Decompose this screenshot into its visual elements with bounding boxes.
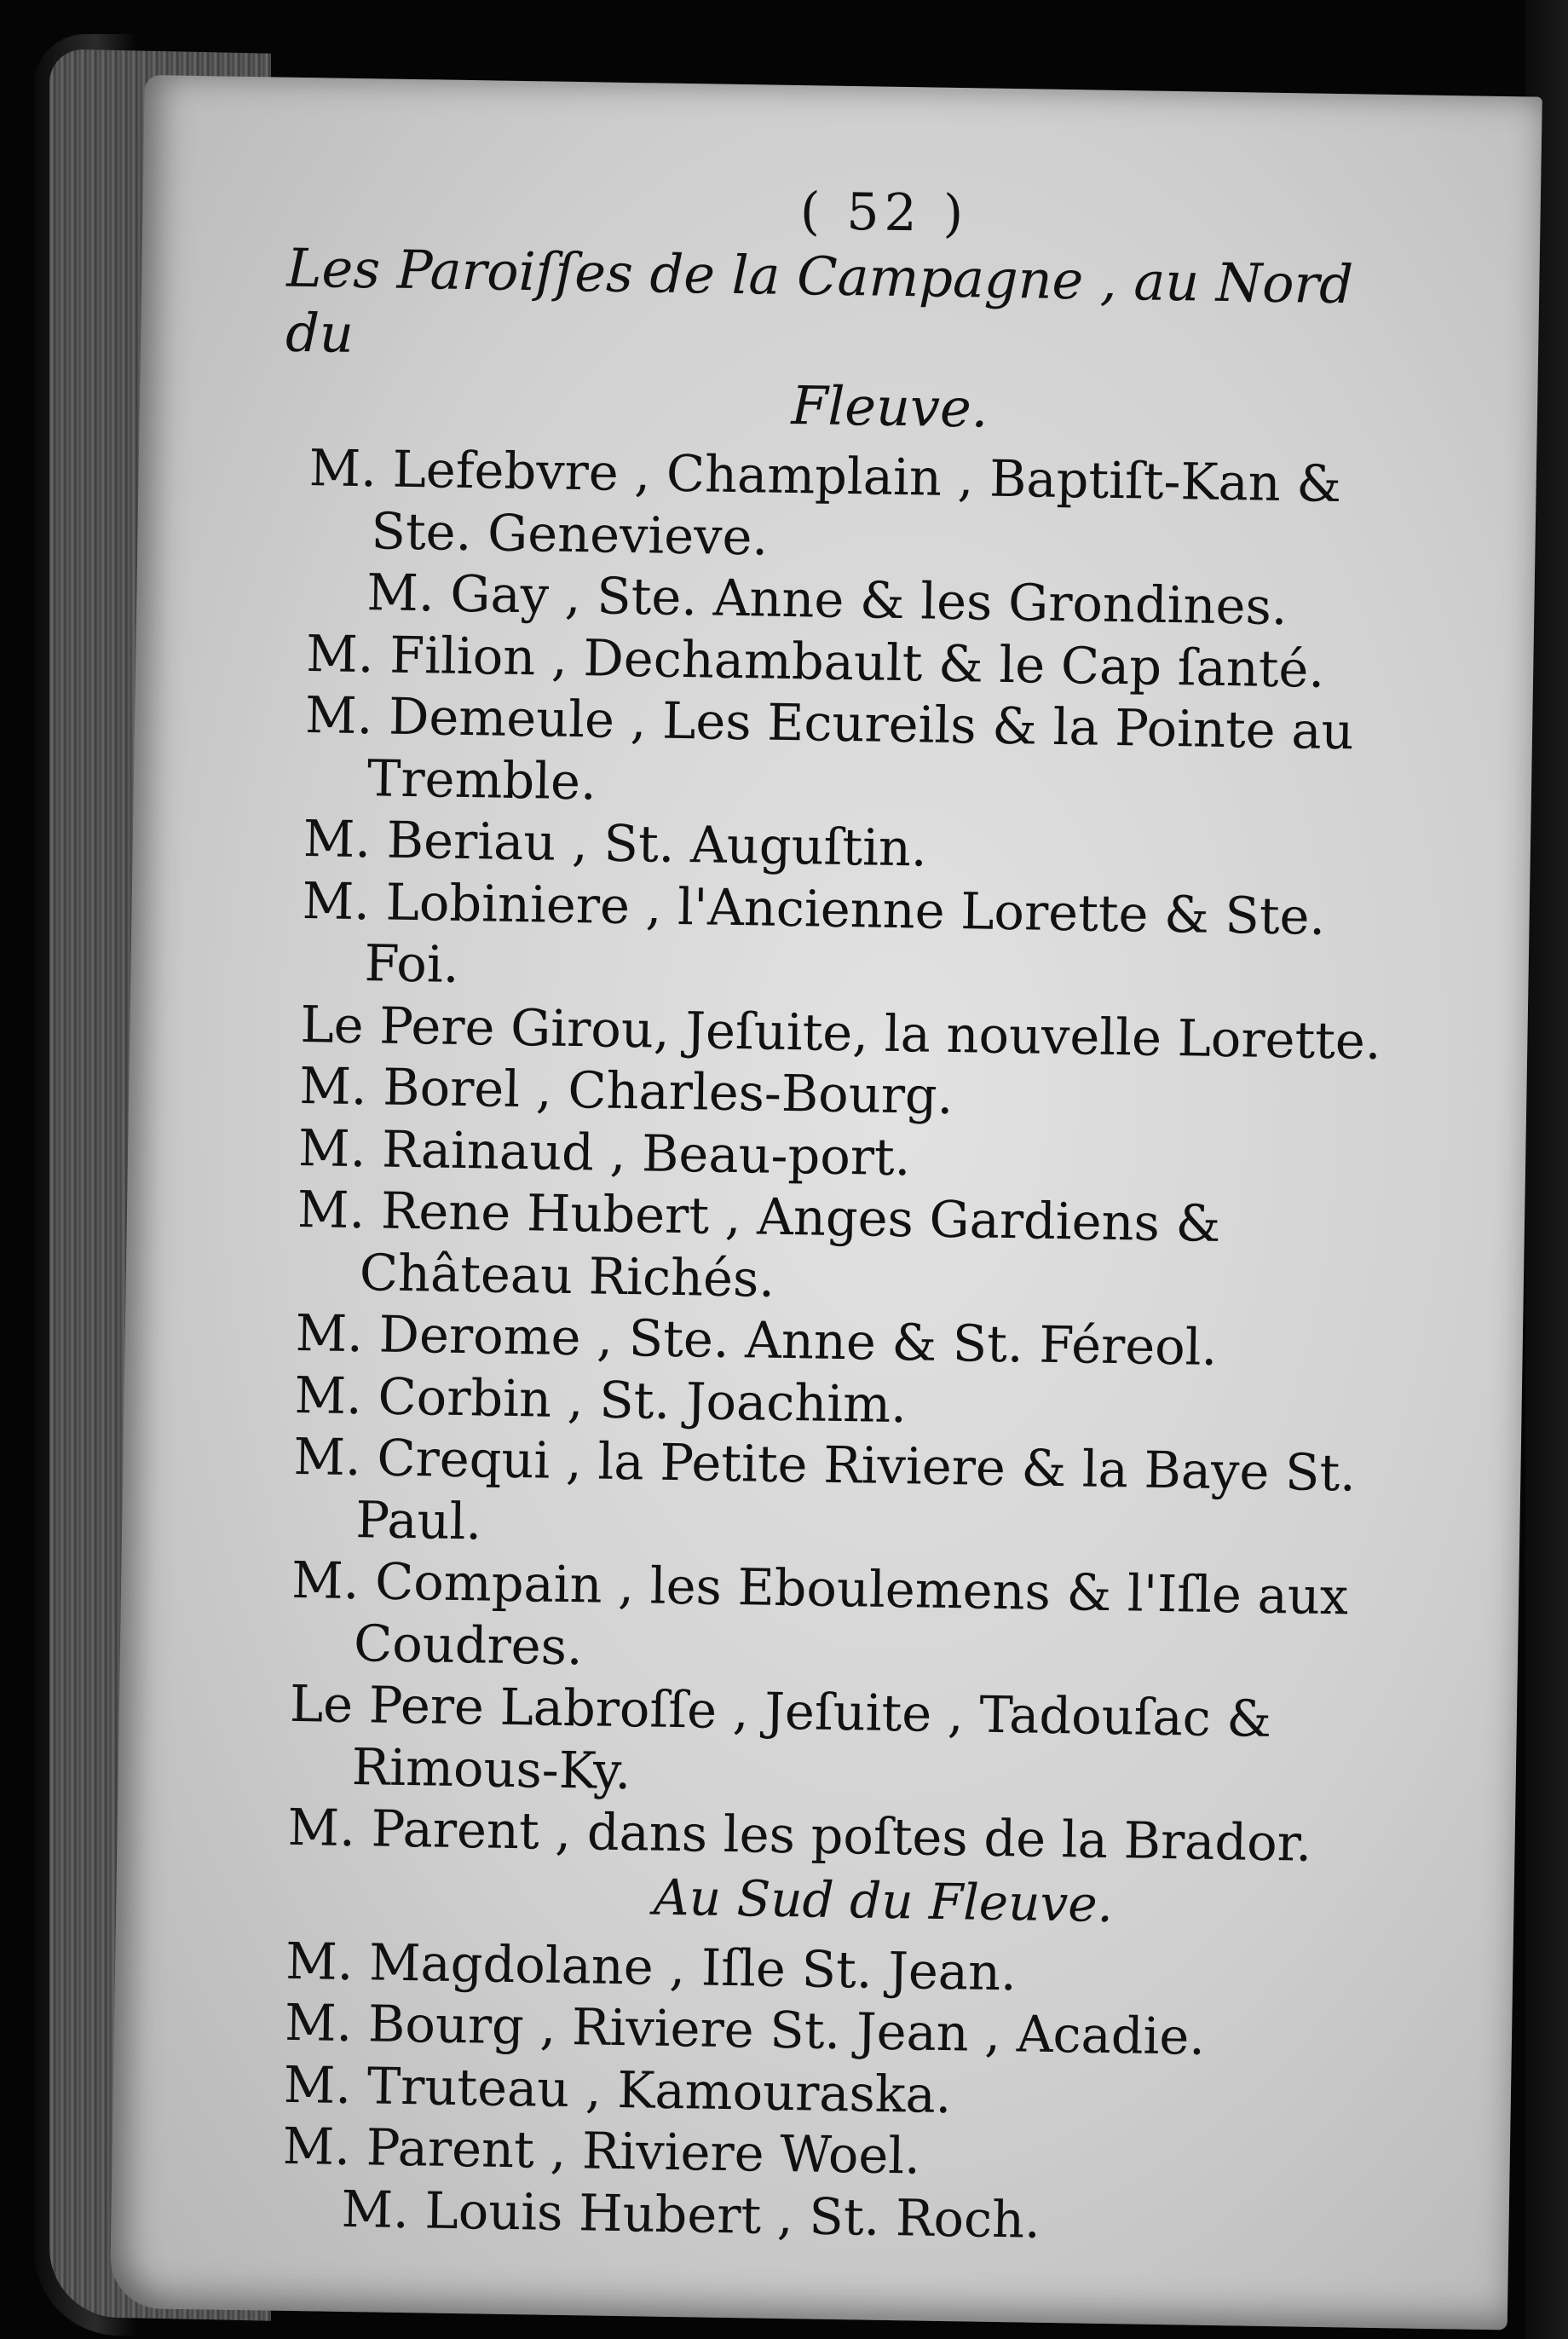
list-item: M. Crequi , la Petite Riviere & la Baye St. Paul. — [293, 1426, 1357, 1551]
subsection-heading: Au Sud du Fleuve. — [653, 1868, 1114, 1933]
page-number: ( 52 ) — [799, 182, 969, 245]
list-item: M. Beriau , St. Auguſtin. — [303, 809, 928, 878]
south-parish-list — [281, 1930, 1394, 2256]
list-item: M. Lefebvre , Champlain , Baptiſt-Kan & Ste. Genevieve. — [308, 438, 1342, 567]
list-item: M. Demeule , Les Ecureils & la Pointe au Tremble. — [304, 685, 1355, 811]
list-item: M. Filion , Dechambault & le Cap ſanté. — [305, 623, 1325, 699]
list-item: M. Bourg , Riviere St. Jean , Acadie. — [284, 1992, 1206, 2066]
section-heading: Les Paroiſſes de la Campagne , au Nord du — [285, 236, 1354, 365]
list-item: M. Truteau , Kamouraska. — [283, 2054, 953, 2124]
list-item: M. Corbin , St. Joachim. — [294, 1365, 908, 1434]
list-item: M. Parent , dans les poſtes de la Brador. — [287, 1797, 1312, 1873]
list-item: M. Borel , Charles-Bourg. — [298, 1055, 954, 1126]
list-item: M. Compain , les Eboulemens & l'Iſle aux Coudres. — [291, 1550, 1349, 1676]
list-item: M. Magdolane , Iſle St. Jean. — [285, 1931, 1017, 2001]
page-text-block — [281, 171, 1421, 2256]
list-item: M. Derome , Ste. Anne & St. Féreol. — [295, 1302, 1218, 1377]
list-item: Le Pere Girou, Jeſuite, la nouvelle Lorette. — [299, 994, 1382, 1071]
north-parish-list — [287, 437, 1417, 1876]
section-heading-continued: Fleuve. — [790, 373, 989, 440]
book-page — [110, 75, 1542, 2330]
list-item: M. Louis Hubert , St. Roch. — [341, 2179, 1041, 2249]
list-item: Le Pere Labroſſe , Jeſuite , Tadouſac & Rimous-Ky. — [289, 1673, 1272, 1800]
list-item: M. Gay , Ste. Anne & les Grondines. — [366, 563, 1288, 637]
list-item: M. Lobiniere , l'Ancienne Lorette & Ste. Foi. — [302, 870, 1326, 994]
list-item: M. Rene Hubert , Anges Gardiens & Château Richés. — [297, 1179, 1221, 1308]
list-item: M. Parent , Riviere Woel. — [282, 2116, 921, 2186]
list-item: M. Rainaud , Beau-port. — [297, 1118, 912, 1187]
